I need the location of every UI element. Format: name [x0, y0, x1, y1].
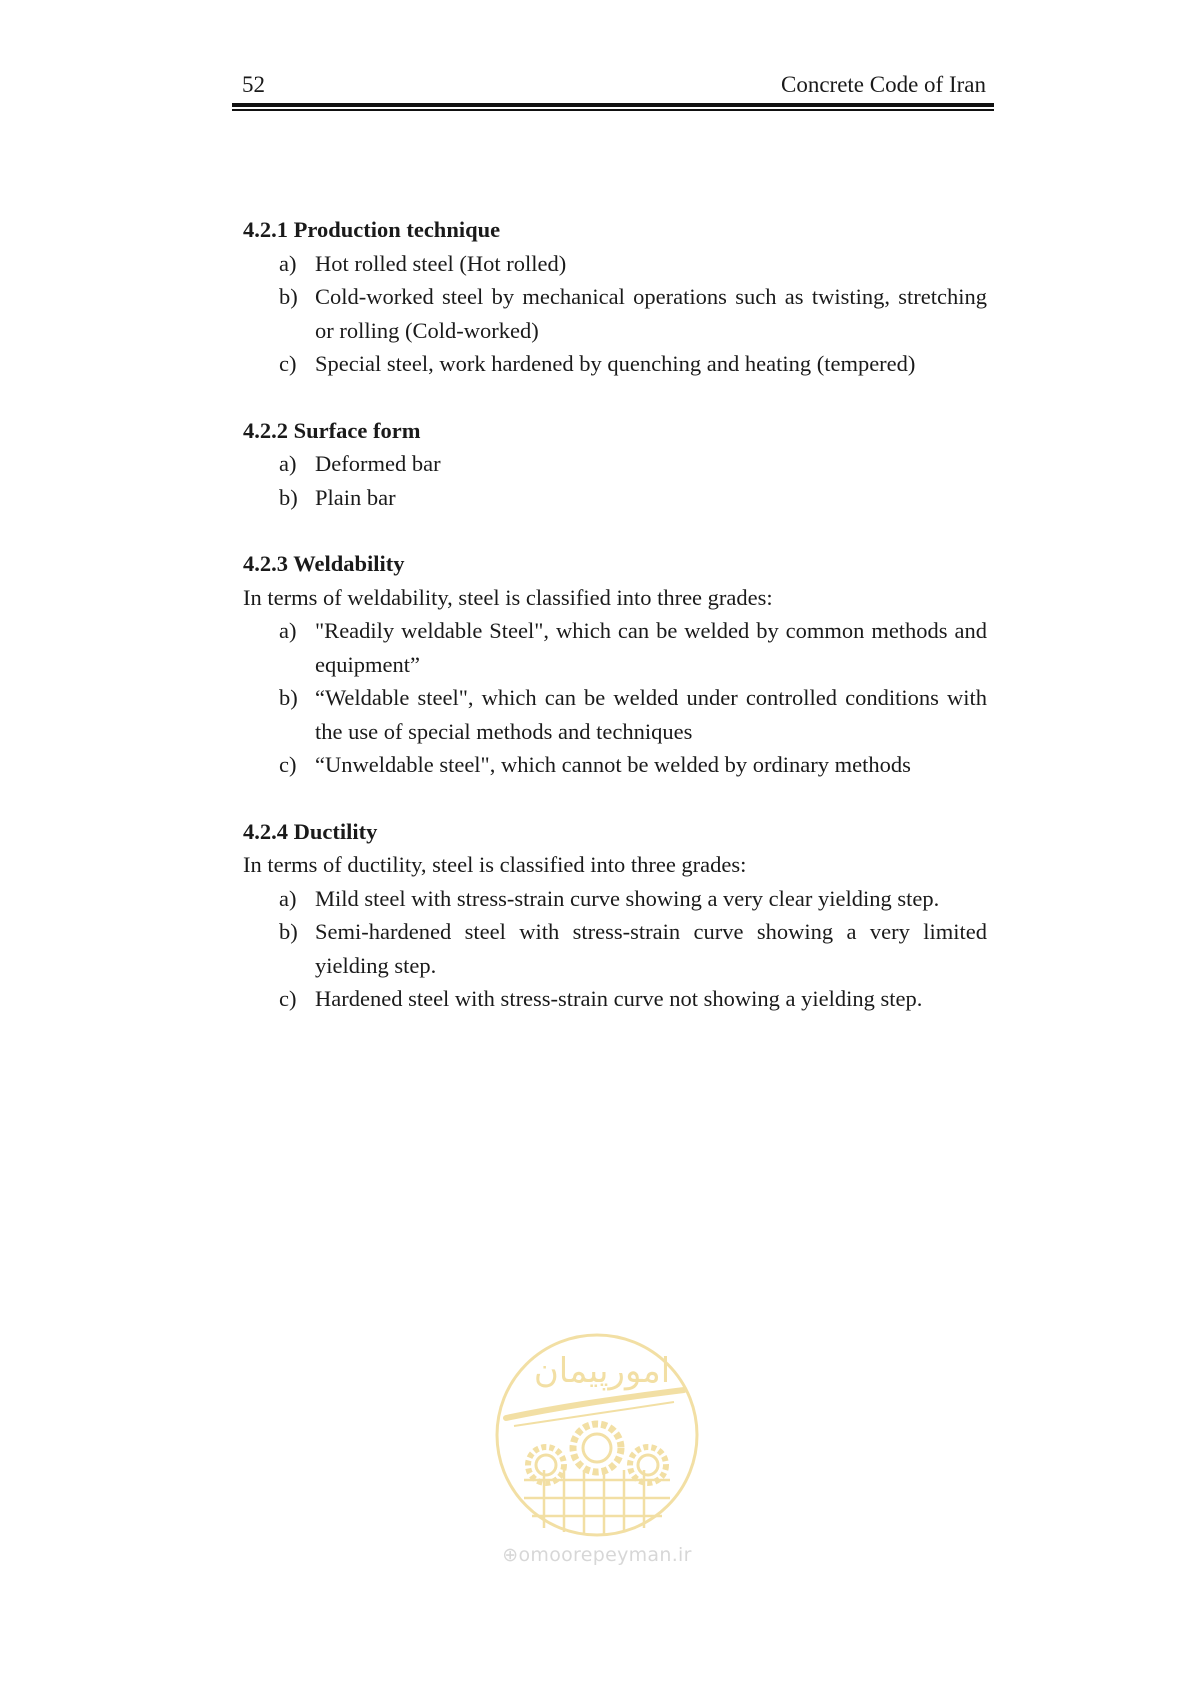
list-item-text: Hot rolled steel (Hot rolled): [315, 250, 567, 276]
section-heading: 4.2.2 Surface form: [243, 417, 421, 443]
list-item: [279, 481, 987, 515]
list-item: [279, 681, 987, 748]
list-item-text: Cold-worked steel by mechanical operations such as twisting, stretching or rolling (Cold-worked): [315, 284, 987, 343]
section-intro: In terms of weldability, steel is classified into three grades:: [243, 584, 773, 610]
watermark-url: [484, 1544, 710, 1566]
list-item: [279, 915, 987, 982]
list-item: [279, 614, 987, 681]
section-intro: In terms of ductility, steel is classified into three grades:: [243, 852, 747, 877]
section-heading: 4.2.1 Production technique: [243, 217, 501, 242]
list-item: [279, 347, 987, 381]
list-marker: a): [279, 250, 297, 276]
list-marker: b): [279, 484, 298, 510]
section-weldability: [243, 547, 987, 782]
svg-text:امورپیمان: امورپیمان: [533, 1351, 671, 1391]
watermark-logo: [484, 1330, 710, 1540]
list-marker: b): [279, 919, 298, 944]
watermark: [484, 1330, 710, 1590]
list-item-text: Hardened steel with stress-strain curve not showing a yielding step.: [315, 986, 923, 1011]
page-number: 52: [242, 72, 265, 97]
section-production-technique: [243, 213, 987, 381]
header-rule-thick: [232, 103, 994, 107]
page-header: [232, 70, 994, 110]
list-item-text: Deformed bar: [315, 451, 441, 476]
list-item-text: “Unweldable steel", which cannot be welded by ordinary methods: [315, 752, 911, 777]
list-marker: a): [279, 451, 297, 476]
section-ductility: [243, 815, 987, 1016]
list-marker: a): [279, 885, 297, 911]
list-item: [279, 280, 987, 347]
list-marker: b): [279, 685, 298, 710]
list-marker: c): [279, 752, 297, 777]
section-surface-form: [243, 414, 987, 515]
list-marker: c): [279, 986, 297, 1011]
section-heading: 4.2.3 Weldability: [243, 551, 405, 576]
list-item-text: Special steel, work hardened by quenching and heating (tempered): [315, 351, 916, 376]
list-item: [279, 982, 987, 1016]
list-marker: a): [279, 618, 297, 643]
list-item: [279, 247, 987, 281]
list-item-text: "Readily weldable Steel", which can be welded by common methods and equipment”: [315, 618, 987, 677]
list-item: [279, 882, 987, 916]
list-item: [279, 447, 987, 481]
globe-icon: ⊕: [502, 1544, 519, 1566]
header-rule-thin: [232, 109, 994, 111]
list-marker: c): [279, 351, 297, 376]
list-item-text: Mild steel with stress-strain curve showing a very clear yielding step.: [315, 885, 940, 911]
watermark-url-text: omoorepeyman.ir: [518, 1544, 692, 1566]
list-item-text: Semi-hardened steel with stress-strain curve showing a very limited yielding step.: [315, 919, 987, 978]
running-title: Concrete Code of Iran: [780, 72, 986, 97]
page-content: [243, 213, 987, 1049]
list-item-text: “Weldable steel", which can be welded under controlled conditions with the use of special methods and techniques: [315, 685, 987, 744]
list-marker: b): [279, 284, 298, 309]
list-item: [279, 748, 987, 782]
list-item-text: Plain bar: [315, 484, 396, 510]
section-heading: 4.2.4 Ductility: [243, 818, 378, 844]
